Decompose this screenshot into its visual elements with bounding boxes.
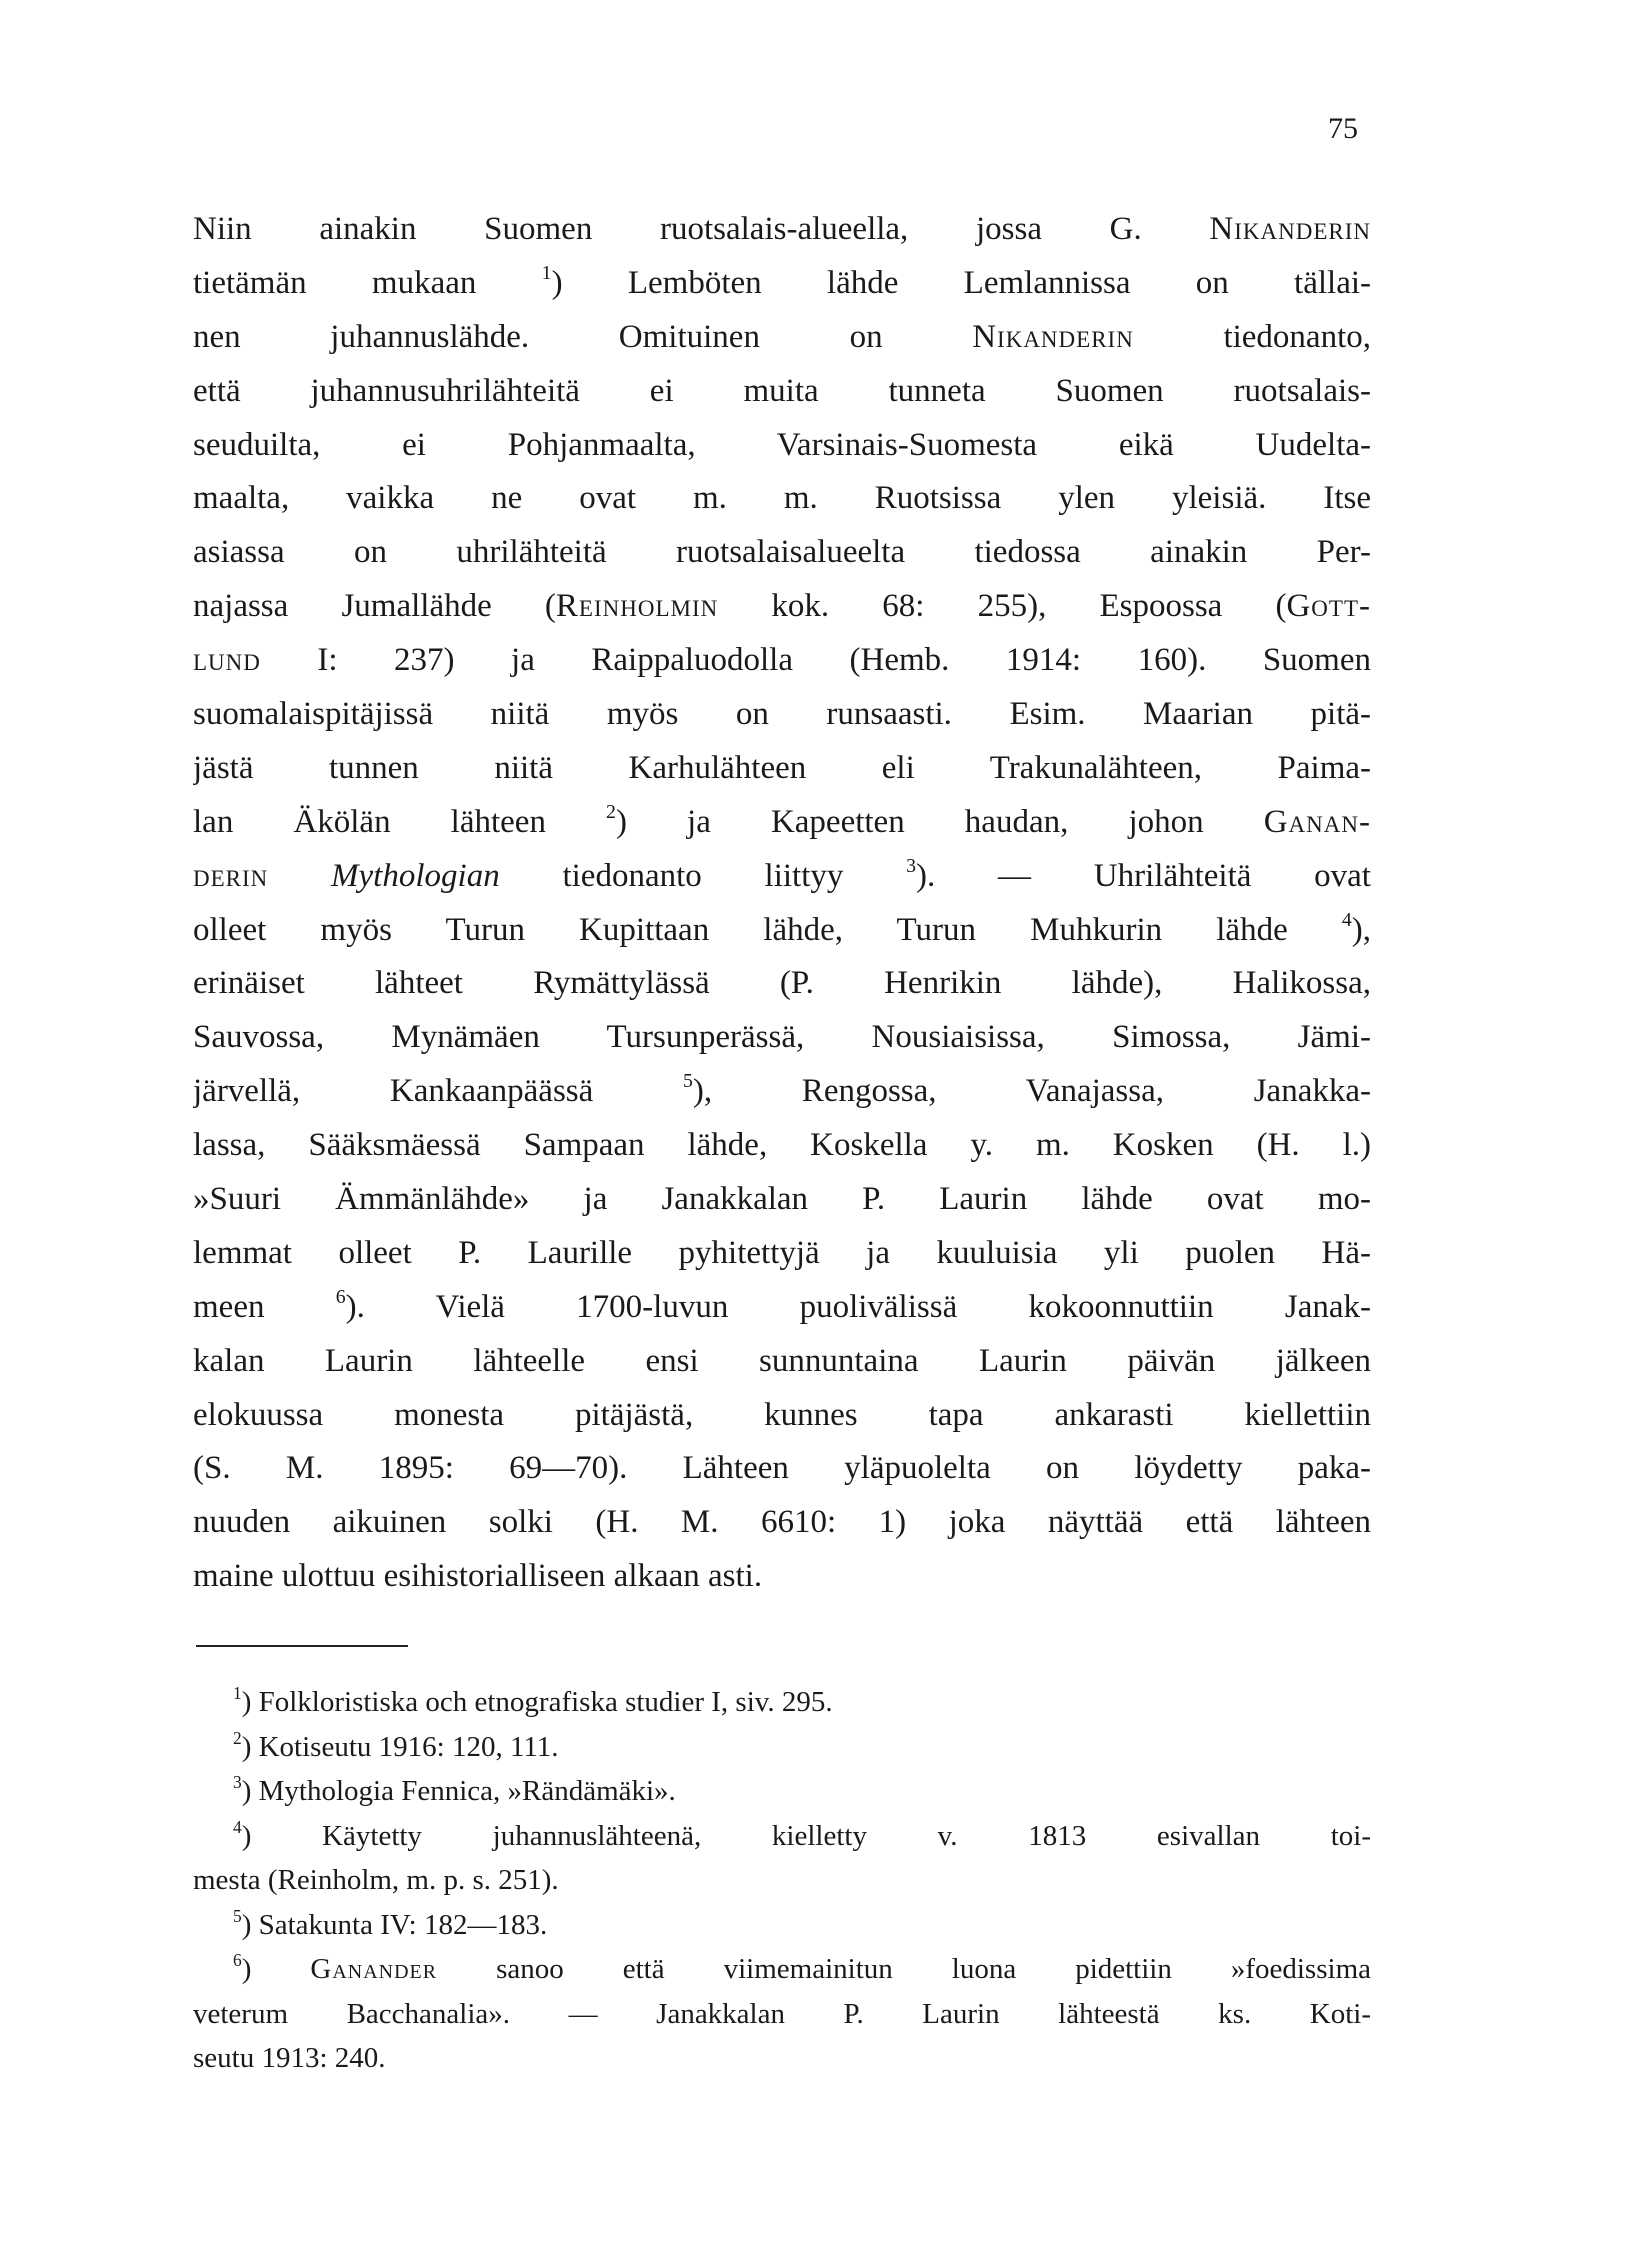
text-run: lassa, Sääksmäessä Sampaan lähde, Koskella y. m. Kosken (H. l.) bbox=[193, 1127, 1371, 1164]
footnote-line bbox=[193, 1858, 1371, 1903]
text-line bbox=[193, 1389, 1371, 1443]
text-run: ) Kotiseutu 1916: 120, 111. bbox=[241, 1730, 559, 1763]
footnote-ref: 4 bbox=[1341, 908, 1352, 931]
text-run: mesta (Reinholm, m. p. s. 251). bbox=[193, 1864, 559, 1896]
text-line bbox=[193, 203, 1371, 257]
text-line bbox=[193, 311, 1371, 365]
text-run: jästä tunnen niitä Karhulähteen eli Trakunalähteen, Paima- bbox=[193, 749, 1371, 786]
footnote-line bbox=[193, 1725, 1371, 1770]
text-run: asiassa on uhrilähteitä ruotsalaisalueelta tiedossa ainakin Per- bbox=[193, 534, 1371, 571]
text-line bbox=[193, 1442, 1371, 1496]
small-caps-name: Gott- bbox=[1286, 588, 1371, 625]
footnote-line bbox=[193, 1947, 1371, 1992]
text-run: tietämän mukaan bbox=[193, 264, 542, 301]
text-run: I: 237) ja Raippaluodolla (Hemb. 1914: 160). Suomen bbox=[260, 642, 1371, 679]
text-run: seuduilta, ei Pohjanmaalta, Varsinais-Suomesta eikä Uudelta- bbox=[193, 426, 1371, 463]
text-line bbox=[193, 1065, 1371, 1119]
footnote-ref: 5 bbox=[233, 1905, 242, 1926]
text-run: lemmat olleet P. Laurille pyhitettyjä ja kuuluisia yli puolen Hä- bbox=[193, 1234, 1371, 1271]
text-line bbox=[193, 419, 1371, 473]
footnote-ref: 2 bbox=[606, 800, 616, 823]
text-line bbox=[193, 526, 1371, 580]
text-run: olleet myös Turun Kupittaan lähde, Turun Muhkurin lähde bbox=[193, 911, 1342, 948]
footnote-ref: 1 bbox=[233, 1682, 242, 1703]
footnote-ref: 3 bbox=[233, 1771, 242, 1792]
text-run: maine ulottuu esihistorialliseen alkaan asti. bbox=[193, 1558, 763, 1595]
text-line bbox=[193, 1119, 1371, 1173]
text-run: maalta, vaikka ne ovat m. m. Ruotsissa ylen yleisiä. Itse bbox=[193, 480, 1371, 517]
text-run: tiedonanto liittyy bbox=[499, 857, 907, 894]
text-line bbox=[193, 957, 1371, 1011]
text-line bbox=[193, 1227, 1371, 1281]
body-text bbox=[193, 203, 1371, 1604]
footnote-divider bbox=[196, 1645, 408, 1647]
text-line bbox=[193, 904, 1371, 958]
footnote-ref: 6 bbox=[233, 1949, 242, 1970]
footnote-ref: 5 bbox=[682, 1070, 693, 1093]
text-run: ) Käytetty juhannuslähteenä, kielletty v. 1813 esivallan toi- bbox=[241, 1819, 1371, 1852]
text-run: (S. M. 1895: 69—70). Lähteen yläpuolelta on löydetty paka- bbox=[193, 1450, 1371, 1487]
footnote-ref: 1 bbox=[541, 262, 552, 285]
text-run bbox=[268, 858, 331, 894]
text-run: erinäiset lähteet Rymättylässä (P. Henrikin lähde), Halikossa, bbox=[193, 965, 1371, 1002]
text-run: veterum Bacchanalia». — Janakkalan P. Laurin lähteestä ks. Koti- bbox=[193, 1997, 1371, 2030]
footnote-ref: 6 bbox=[335, 1285, 346, 1308]
text-line bbox=[193, 1011, 1371, 1065]
text-run: tiedonanto, bbox=[1133, 318, 1371, 355]
text-run: ). Vielä 1700-luvun puolivälissä kokoonnuttiin Janak- bbox=[345, 1288, 1371, 1325]
small-caps-name: Ganan- bbox=[1263, 803, 1371, 840]
text-run: ) bbox=[241, 1953, 311, 1985]
footnotes bbox=[193, 1680, 1371, 2081]
text-run: kalan Laurin lähteelle ensi sunnuntaina Laurin päivän jälkeen bbox=[193, 1342, 1371, 1379]
text-run: ) ja Kapeetten haudan, johon bbox=[615, 803, 1264, 840]
small-caps-name: Ganander bbox=[310, 1953, 438, 1985]
text-run: »Suuri Ämmänlähde» ja Janakkalan P. Laurin lähde ovat mo- bbox=[193, 1181, 1371, 1218]
footnote-line bbox=[193, 1992, 1371, 2037]
small-caps-name: derin bbox=[193, 857, 269, 894]
text-line bbox=[193, 796, 1371, 850]
text-run: ) Satakunta IV: 182—183. bbox=[241, 1908, 548, 1941]
text-run: meen bbox=[193, 1288, 336, 1325]
text-run: seutu 1913: 240. bbox=[193, 2042, 386, 2074]
text-run: najassa Jumallähde ( bbox=[193, 588, 556, 625]
footnote-line bbox=[193, 2036, 1371, 2081]
footnote-line bbox=[193, 1814, 1371, 1859]
small-caps-name: Nikanderin bbox=[972, 318, 1134, 355]
text-run: ). — Uhrilähteitä ovat bbox=[916, 857, 1371, 894]
text-line bbox=[193, 472, 1371, 526]
text-line bbox=[193, 580, 1371, 634]
text-run: Niin ainakin Suomen ruotsalais-alueella, jossa G. bbox=[193, 211, 1210, 247]
text-run: nuuden aikuinen solki (H. M. 6610: 1) joka näyttää että lähteen bbox=[193, 1504, 1371, 1541]
text-run: elokuussa monesta pitäjästä, kunnes tapa ankarasti kiellettiin bbox=[193, 1396, 1371, 1433]
text-line bbox=[193, 1173, 1371, 1227]
page-number: 75 bbox=[1328, 112, 1358, 145]
text-line bbox=[193, 742, 1371, 796]
text-line bbox=[193, 1550, 1371, 1604]
small-caps-name: lund bbox=[193, 642, 261, 679]
text-line bbox=[193, 257, 1371, 311]
footnote-ref: 3 bbox=[906, 854, 917, 877]
footnote-line bbox=[193, 1769, 1371, 1814]
text-line bbox=[193, 1496, 1371, 1550]
text-run: ), bbox=[1351, 911, 1371, 948]
italic-text: Mythologian bbox=[331, 857, 500, 894]
text-run: kok. 68: 255), Espoossa ( bbox=[718, 588, 1287, 625]
text-line bbox=[193, 1281, 1371, 1335]
text-run: että juhannusuhrilähteitä ei muita tunneta Suomen ruotsalais- bbox=[193, 372, 1371, 409]
small-caps-name: Nikanderin bbox=[1209, 211, 1371, 247]
footnote-ref: 4 bbox=[233, 1816, 242, 1837]
footnote-ref: 2 bbox=[233, 1727, 242, 1748]
text-run: Sauvossa, Mynämäen Tursunperässä, Nousiaisissa, Simossa, Jämi- bbox=[193, 1019, 1371, 1056]
text-run: sanoo että viimemainitun luona pidettiin »foedissima bbox=[437, 1953, 1371, 1985]
text-line bbox=[193, 688, 1371, 742]
text-line bbox=[193, 365, 1371, 419]
text-run: järvellä, Kankaanpäässä bbox=[193, 1073, 683, 1110]
text-run: nen juhannuslähde. Omituinen on bbox=[193, 318, 973, 355]
text-run: ) Lemböten lähde Lemlannissa on tällai- bbox=[551, 264, 1371, 301]
text-run: suomalaispitäjissä niitä myös on runsaasti. Esim. Maarian pitä- bbox=[193, 696, 1371, 733]
text-line bbox=[193, 850, 1371, 904]
text-run: ), Rengossa, Vanajassa, Janakka- bbox=[692, 1073, 1371, 1110]
text-line bbox=[193, 1335, 1371, 1389]
footnote-line bbox=[193, 1680, 1371, 1725]
text-run: lan Äkölän lähteen bbox=[193, 803, 607, 840]
text-line bbox=[193, 634, 1371, 688]
footnote-line bbox=[193, 1903, 1371, 1948]
text-run: ) Folkloristiska och etnografiska studier I, siv. 295. bbox=[241, 1686, 833, 1718]
text-run: ) Mythologia Fennica, »Rändämäki». bbox=[241, 1775, 676, 1807]
small-caps-name: Reinholmin bbox=[555, 588, 719, 625]
